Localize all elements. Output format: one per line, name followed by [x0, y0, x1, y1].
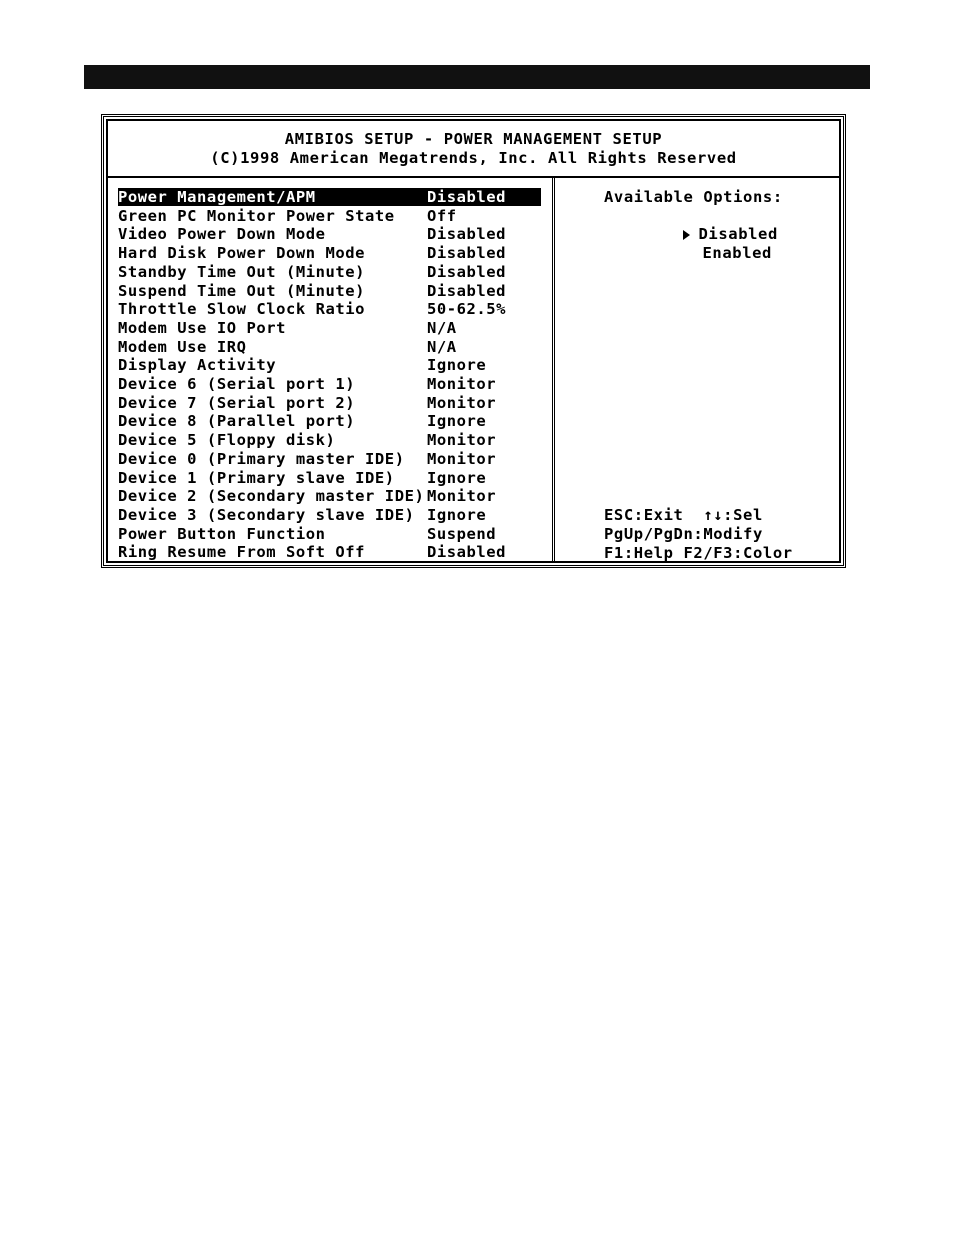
help-color: F1:Help F2/F3:Color — [604, 544, 793, 562]
setting-row[interactable] — [118, 375, 541, 393]
setting-label: Device 3 (Secondary slave IDE) — [118, 505, 415, 524]
setting-row[interactable] — [118, 225, 541, 243]
setting-value[interactable]: Monitor — [427, 393, 497, 412]
setting-row[interactable] — [118, 188, 541, 206]
help-modify: PgUp/PgDn:Modify — [604, 525, 763, 543]
setting-row[interactable] — [118, 338, 541, 356]
setting-row[interactable] — [118, 394, 541, 412]
setting-label: Device 0 (Primary master IDE) — [118, 449, 405, 468]
setting-value[interactable]: N/A — [427, 337, 457, 356]
setting-value[interactable]: Monitor — [427, 375, 497, 393]
setting-row[interactable] — [118, 431, 541, 449]
setting-value[interactable]: Ignore — [427, 412, 487, 431]
setting-row[interactable] — [118, 282, 541, 300]
option-label: Enabled — [702, 244, 772, 262]
setting-value[interactable]: Off — [427, 206, 457, 225]
setting-row[interactable] — [118, 244, 541, 262]
setting-value[interactable]: Suspend — [427, 524, 497, 543]
setting-label: Standby Time Out (Minute) — [118, 262, 366, 281]
setting-row[interactable] — [118, 263, 541, 281]
setting-value[interactable]: Monitor — [427, 431, 497, 450]
setting-row[interactable] — [118, 319, 541, 337]
setting-label: Display Activity — [118, 356, 277, 375]
setting-row[interactable] — [118, 525, 541, 543]
setting-label: Device 7 (Serial port 2) — [118, 393, 356, 412]
setting-row[interactable] — [118, 506, 541, 524]
setting-row[interactable] — [118, 356, 541, 374]
setting-label: Suspend Time Out (Minute) — [118, 281, 366, 300]
setting-label: Device 2 (Secondary master IDE) — [118, 487, 425, 506]
setting-value[interactable]: Monitor — [427, 487, 497, 506]
setting-label: Hard Disk Power Down Mode — [118, 244, 366, 263]
setting-label: Power Button Function — [118, 524, 326, 543]
setting-row[interactable] — [118, 207, 541, 225]
setting-label: Power Management/APM — [118, 188, 316, 206]
help-exit-select: ESC:Exit ↑↓:Sel — [604, 506, 763, 524]
setting-value[interactable]: Disabled — [427, 225, 507, 244]
setting-value[interactable]: Disabled — [427, 188, 507, 206]
setting-label: Ring Resume From Soft Off — [118, 543, 366, 562]
bios-frame — [106, 119, 841, 563]
page-header-bar — [84, 65, 870, 89]
setting-row[interactable] — [118, 412, 541, 430]
setting-value[interactable]: Disabled — [427, 262, 507, 281]
bios-title: AMIBIOS SETUP - POWER MANAGEMENT SETUP — [284, 130, 663, 148]
option-enabled[interactable] — [623, 226, 772, 280]
setting-row[interactable] — [118, 469, 541, 487]
setting-label: Modem Use IRQ — [118, 337, 247, 356]
bios-copyright: (C)1998 American Megatrends, Inc. All Rights Reserved — [210, 149, 737, 167]
setting-label: Device 6 (Serial port 1) — [118, 375, 356, 393]
setting-row[interactable] — [118, 450, 541, 468]
setting-label: Device 8 (Parallel port) — [118, 412, 356, 431]
setting-row[interactable] — [118, 300, 541, 318]
settings-panel — [108, 178, 555, 561]
setting-label: Video Power Down Mode — [118, 225, 326, 244]
setting-value[interactable]: Ignore — [427, 468, 487, 487]
options-panel — [556, 178, 839, 561]
setting-label: Device 5 (Floppy disk) — [118, 431, 336, 450]
available-options-title: Available Options: — [604, 188, 783, 206]
setting-value[interactable]: Ignore — [427, 356, 487, 375]
setting-label: Modem Use IO Port — [118, 318, 286, 337]
setting-value[interactable]: Disabled — [427, 244, 507, 263]
bios-header — [108, 121, 839, 178]
setting-value[interactable]: Disabled — [427, 281, 507, 300]
setting-label: Throttle Slow Clock Ratio — [118, 300, 366, 319]
setting-value[interactable]: 50-62.5% — [427, 300, 507, 319]
bios-setup-window — [101, 114, 846, 568]
option-label: Disabled — [698, 225, 778, 243]
setting-label: Green PC Monitor Power State — [118, 206, 395, 225]
setting-row[interactable] — [118, 543, 541, 561]
setting-row[interactable] — [118, 487, 541, 505]
setting-label: Device 1 (Primary slave IDE) — [118, 468, 395, 487]
setting-value[interactable]: Disabled — [427, 543, 507, 562]
setting-value[interactable]: N/A — [427, 318, 457, 337]
setting-value[interactable]: Ignore — [427, 505, 487, 524]
setting-value[interactable]: Monitor — [427, 449, 497, 468]
